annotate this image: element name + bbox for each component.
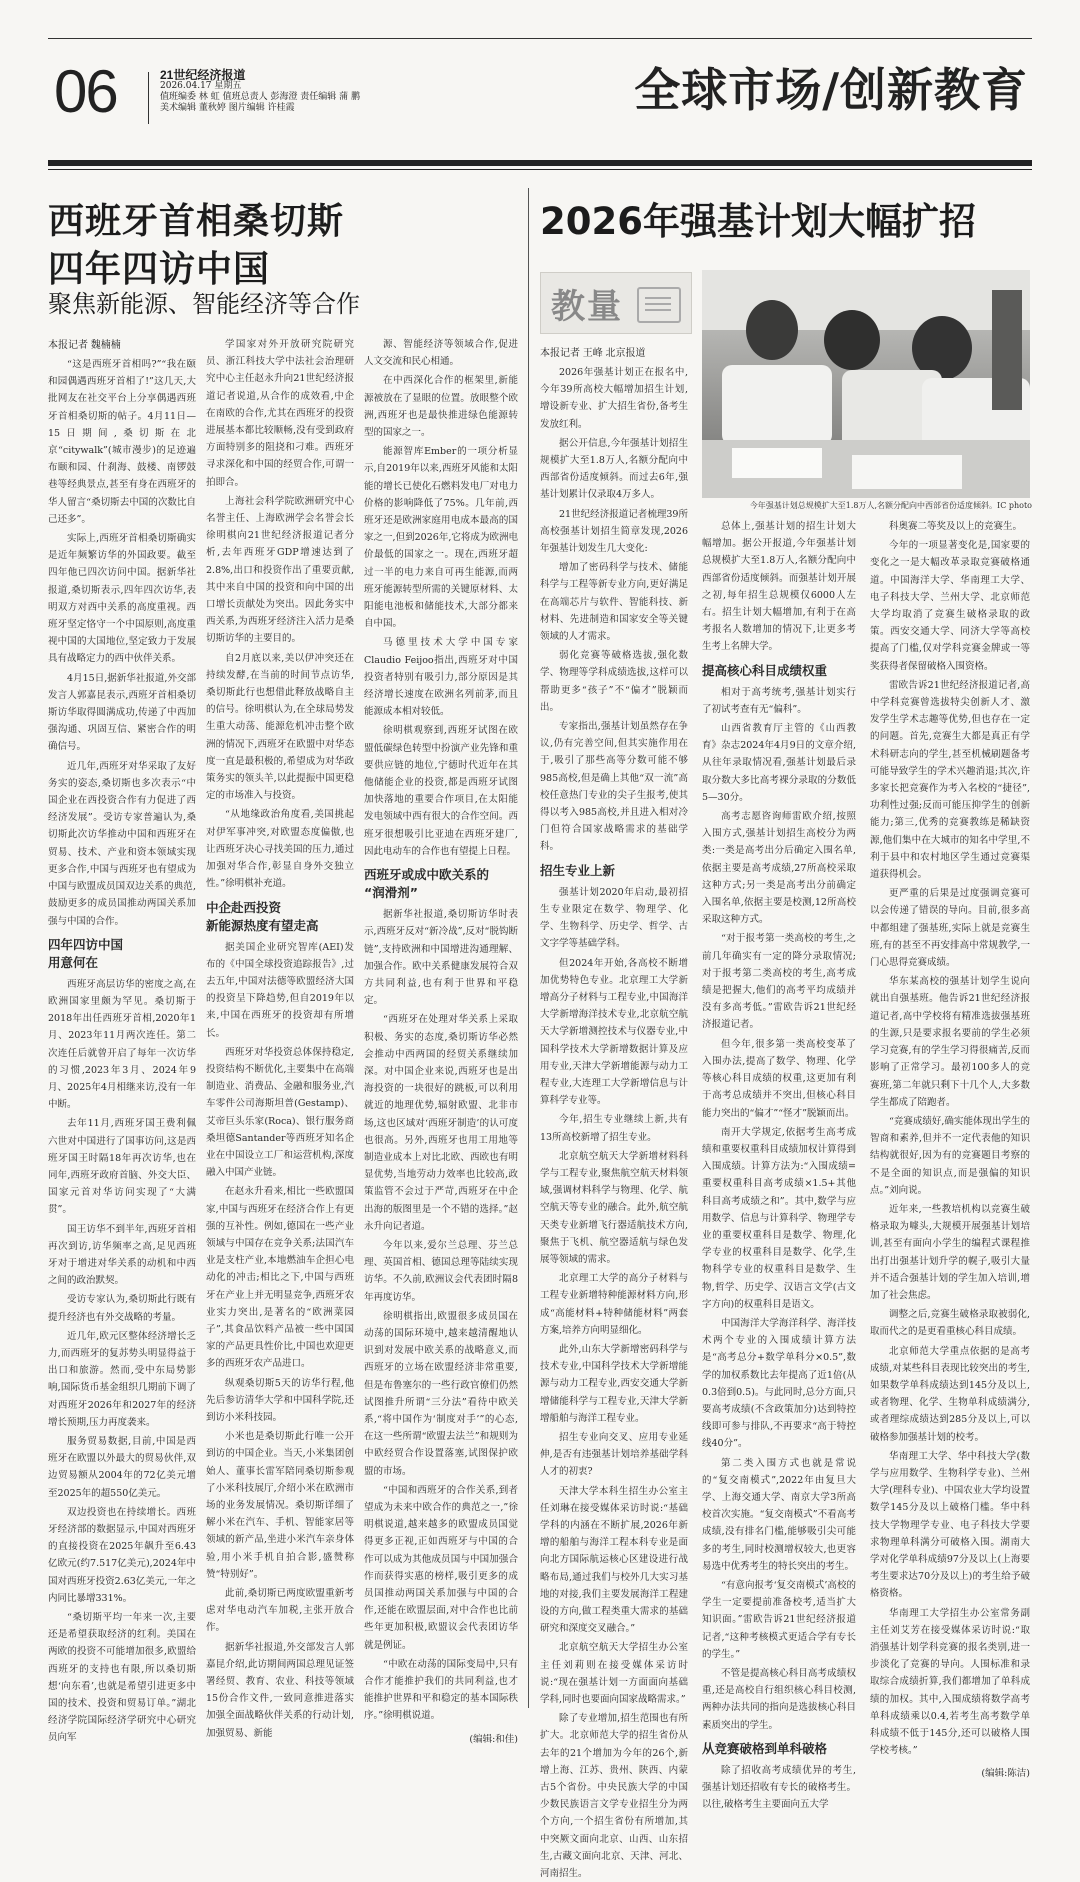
subhead-line: 用意何在 [48,954,99,970]
paragraph: 北京师范大学重点依据的是高考成绩,对某些科目表现比较突出的考生,如果数学单科成绩达到145分及以上,或者物理、化学、生物单科成绩满分,或者理综成绩达到285分及以上,可以破格参加强基计划的校考。 [870,1345,1030,1443]
left-col-2 [206,336,354,1739]
subhead [206,899,354,935]
column-badge-text: 教量 [551,287,623,327]
paragraph: “从地缘政治角度看,美国挑起对伊军事冲突,对欧盟态度偏傲,也让西班牙决心寻找美国的压力,通过加强对华合作,彰显自身外交独立性。”徐明棋补充道。 [206,809,354,890]
paragraph: 除了招收高考成绩优异的考生,强基计划还招收有专长的破格考生。以往,破格考生主要面向五大学 [702,1764,856,1811]
paragraph: 去年11月,西班牙国王费利佩六世对中国进行了国事访问,这是西班牙国王时隔18年再次访华,也在同年,西班牙政府首脑、外交大臣、国家元首对华访问实现了“大满贯”。 [48,1118,196,1216]
subhead: 招生专业上新 [540,862,616,878]
subhead-line: 四年四访中国 [48,936,124,952]
right-headline: 2026年强基计划大幅扩招 [540,200,976,243]
right-col-3 [870,518,1030,1780]
paragraph: 受访专家认为,桑切斯此行既有提升经济也有外交战略的考量。 [48,1294,196,1323]
paragraph: 实际上,西班牙首相桑切斯确实是近年频繁访华的外国政要。截至四年他已四次访问中国。据新华社报道,桑切斯表示,四年四次访华,表明双方对西中关系的高度重视。西班牙坚定恪守一个中国原则,高度重视中国的大国地位,坚定致力于发展具有战略定力的西中伙伴关系。 [48,533,196,665]
paragraph: 马德里技术大学中国专家Claudio Feijoo指出,西班牙对中国投资者特别有吸引力,部分原因是其经济增长速度在欧洲名列前茅,而且能源成本相对较低。 [364,637,518,718]
paragraph: 华南理工大学、华中科技大学(数学与应用数学、生物科学专业)、兰州大学(理科专业)、中国农业大学均设置数学145分及以上破格门槛。华中科技大学物理学专业、电子科技大学要求物理单科满分可破格入围。湖南大学对化学单科成绩97分及以上(上海要考生要求达70分及以上)的考生给予破格资格。 [870,1450,1030,1600]
paragraph: 今年的一项显著变化是,国家要的变化之一是大幅改革录取竞赛破格通道。中国海洋大学、华南理工大学、电子科技大学、兰州大学、北京师范大学均取消了竞赛生破格录取的政策。西安交通大学、同济大学等高校提高了门槛,仅对学科竞赛金牌或一等奖获得者保留破格入围资格。 [870,540,1030,672]
paragraph: 高考志愿咨询师雷欧介绍,按照入围方式,强基计划招生高校分为两类:一类是高考出分后确定入围名单,依据主要是高考成绩,27所高校采取这种方式;另一类是高考出分前确定入围名单,依据主要是校测,12所高校采取这种方式。 [702,811,856,926]
paragraph: 据新华社报道,桑切斯访华时表示,西班牙反对“新冷战”,反对“脱钩断链”,支持欧洲和中国增进沟通理解、加强合作。欧中关系健康发展符合双方共同利益,也有利于世界和平稳定。 [364,909,518,1007]
paragraph: 源、智能经济等领域合作,促进人文交流和民心相通。 [364,339,518,368]
news-photo [702,270,1030,498]
section-title: 全球市场/创新教育 [634,63,1028,117]
paragraph: 据新华社报道,外交部发言人郭嘉昆介绍,此访期间两国总理见证签署经贸、教育、农业、科技等领域15份合作文件,一致同意推进落实加强全面战略伙伴关系的行动计划,加强贸易、新能 [206,1641,354,1739]
paragraph: 在中西深化合作的框架里,新能源被放在了显眼的位置。放眼整个欧洲,西班牙也是最快推进绿色能源转型的国家之一。 [364,375,518,439]
paragraph: 华东某高校的强基计划学生说向就出自强基班。他告诉21世纪经济报道记者,高中学校将有精准选拔强基班的生源,只是要求报名要前的学生必须学习竞赛,有的学生学习得很痛苦,反而影响了正常学习。最初100多人的竞赛班,第二年就只剩下十几个人,大多数学生都成了陪跑者。 [870,976,1030,1108]
right-byline: 本报记者 王峰 北京报道 [540,348,646,359]
paragraph: 除了专业增加,招生范围也有所扩大。北京师范大学的招生省份从去年的21个增加为今年的26个,新增上海、江苏、贵州、陕西、内蒙古5个省份。中央民族大学的中国少数民族语言文学专业招生分为两个方向,一个招生省份有所增加,其中突厥文面向北京、山西、山东招生,古藏文面向北京、天津、河北、河南招生。 [540,1713,688,1880]
paragraph: 近几年,西班牙对华采取了友好务实的姿态,桑切斯也多次表示“中国企业在西投资合作有力促进了西经济发展”。受访专家普遍认为,桑切斯此次访华推动中国和西班牙在贸易、技术、产业和资本领域实现更多合作,中国与西班牙也有望成为中国与欧盟成员国双边关系的典范,鼓励更多的成员国推动两国关系加强与中国的合作。 [48,760,196,927]
paragraph: “竞赛成绩好,确实能体现出学生的智商和素养,但并不一定代表他的知识结构就很好,因为有的竞赛题目考察的不是全面的知识点,而是强偏的知识点。”刘向说。 [870,1115,1030,1196]
paragraph: 今年以来,爱尔兰总理、芬兰总理、英国首相、德国总理等陆续实现访华。不久前,欧洲议会代表团时隔8年再度访华。 [364,1239,518,1303]
top-rule [48,38,1032,39]
subhead [364,866,518,902]
left-subheadline: 聚焦新能源、智能经济等合作 [48,290,360,318]
paragraph: 今年,招生专业继续上新,共有13所高校新增了招生专业。 [540,1114,688,1143]
paragraph: 西班牙高层访华的密度之高,在欧洲国家里颇为罕见。桑切斯于2018年出任西班牙首相,2020年1月、2023年11月两次连任。第二次连任后就曾开启了每年一次访华的习惯,2023年3月、2024年9月、2025年4月相继来访,没有一年中断。 [48,978,196,1111]
paragraph: “有意向报考‘复交南模式’高校的学生一定要提前准备校考,适当扩大知识面。”雷欧告诉21世纪经济报道记者,“这种考核模式更适合学有专长的学生。” [702,1579,856,1660]
paragraph: 但今年,很多第一类高校变革了入围办法,提高了数学、物理、化学等核心科目成绩的权重,这更加有利于高考总成绩并不突出,但核心科目能力突出的“偏才”“怪才”脱颖而出。 [702,1038,856,1119]
paragraph: 山西省教育厅主管的《山西教育》杂志2024年4月9日的文章介绍,从往年录取情况看,强基计划最后录取分数大多比高考裸分录取的分数低5—30分。 [702,723,856,803]
column-badge [540,272,692,334]
masthead [160,70,380,114]
subhead [48,936,196,972]
subhead-line: “润滑剂” [364,885,418,901]
paragraph: “中欧在动荡的国际变局中,只有合作才能推护我们的共同利益,也才能推护世界和平和稳定的基本国际秩序。”徐明棋说道。 [364,1658,518,1722]
paragraph: 近几年,欧元区整体经济增长乏力,而西班牙的复苏势头明显得益于出口和旅游。然而,受中东局势影响,国际货币基金组织几期前下调了对西班牙2026年和2027年的经济增长预期,压力再度袭来。 [48,1330,196,1428]
photo-caption: 今年强基计划总规模扩大至1.8万人,名额分配向中西部省份适度倾斜。IC photo [749,501,1032,510]
subhead: 从竞赛破格到单科破格 [702,1740,828,1756]
story-divider [528,188,529,1708]
paragraph: 不管是提高核心科目高考成绩权重,还是高校自行组织核心科目校测,两种办法共同的指向是选拔核心科目素质突出的学生。 [702,1668,856,1731]
paragraph: 相对于高考统考,强基计划实行了初试考查有无“偏科”。 [702,686,856,715]
paragraph: 北京航空航天大学招生办公室主任刘莉则在接受媒体采访时说:“现在强基计划一方面面向基础学科,同时也要面向国家战略需求。” [540,1642,688,1706]
left-headline [48,198,518,294]
paragraph: 北京理工大学的高分子材料与工程专业新增特种能源材料方向,形成“高能材料+特种储能材料”两套方案,培养方向明显细化。 [540,1273,688,1336]
paragraph: “西班牙在处理对华关系上采取积极、务实的态度,桑切斯访华必然会推动中西两国的经贸关系继续加深。对中国企业来说,西班牙也是出海投资的一块很好的跳板,可以利用就近的地理优势,辐射欧盟、北非市场,这也区域对‘西班牙制造’的认可度也很高。另外,西班牙也用工用地等制造业成本上对比北欧、西欧也有明显优势,当地劳动力效率也比较高,政策监管不会过于严苛,西班牙在中企出海的版图里是一个不错的选择。”赵永升向记者道。 [364,1014,518,1232]
paragraph: 天津大学本科生招生办公室主任刘琳在接受媒体采访时说:“基础学科的内涵在不断扩展,2026年新增的船舶与海洋工程本科专业是面向北方国际航运核心区建设进行战略布局,通过我们与校外几大实习基地的对接,我们主要发展海洋工程建设的方向,做工程类重大需求的基础研究和深度交叉融合。” [540,1485,688,1635]
paragraph: 弱化竞赛等破格选拔,强化数学、物理等学科成绩选拔,这样可以帮助更多“孩子”不“偏才”脱颖而出。 [540,650,688,713]
paragraph: 徐明棋观察到,西班牙试图在欧盟低碳绿色转型中扮演产业先锋和重要供应链的地位,宁德时代近年在其他储能企业的投资,都是西班牙试图加快落地的重要合作项目,在太阳能发电领域中西有很大的合作空间。西班牙很想吸引比亚迪在西班牙建厂,因此电动车的合作也有望提上日程。 [364,725,518,857]
paragraph: 中国海洋大学海洋科学、海洋技术两个专业的入围成绩计算方法是“高考总分+数学单科分×0.5”,数学的加权系数比去年提高了近1倍(从0.3倍到0.5)。与此同时,总分方面,只要高考成绩(不含政策加分)达到特控线即可参与排队,不再要求“高于特控线40分”。 [702,1317,856,1450]
paragraph: 招生专业向交叉、应用专业延伸,是否有违强基计划培养基础学科人才的初衷? [540,1431,688,1478]
students-photo-illustration [702,270,1030,498]
paragraph: “对于报考第一类高校的考生,之前几年确实有一定的降分录取情况;对于报考第二类高校的考生,高考成绩是把握大,他们的高考平均成绩并没有多高考低。”雷欧告诉21世纪经济报道记者。 [702,933,856,1031]
date-line: 2026.04.17 星期五 [160,81,242,91]
paragraph: 专家指出,强基计划虽然存在争议,仍有完善空间,但其实施作用在于,吸引了那些高等分数可能不够985高校,但是确上其他“双一流”高校任意热门专业的尖子生报考,使其得以考入985高校,并且进入相对冷门但符合国家战略需求的基础学科。 [540,721,688,853]
paragraph: 在赵永升看来,相比一些欧盟国家,中国与西班牙在经济合作上有更强的互补性。例如,德国在一些产业领域与中国存在竞争关系;法国汽车业是支柱产业,本地燃油车企担心电动化的冲击;相比之下,中国与西班牙在产业上并无明显竞争,西班牙农业实力突出,是著名的“欧洲菜园子”,其食品饮料产品被一些中国国家的产品更具性价比,中国也欢迎更多的西班牙农产品进口。 [206,1186,354,1370]
header-rule-thick [48,160,1032,166]
paragraph: 能源智库Ember的一项分析显示,自2019年以来,西班牙风能和太阳能的增长已使化石燃料发电厂对电力价格的影响降低了75%。几年前,西班牙还是欧洲家庭用电成本最高的国家之一,但到2026年,它将成为欧洲电价最低的国家之一。现在,西班牙超过一半的电力来自可再生能源,而两班牙能源转型所需的关键原材料、太阳能电池板和储能技术,大部分都来自中国。 [364,446,518,630]
paragraph: 调整之后,竞赛生破格录取被弱化,取而代之的是更看重核心科目成绩。 [870,1309,1030,1338]
paragraph: 国王访华不到半年,西班牙首相再次到访,访华频率之高,足见西班牙对于增进对华关系的动机和中西之间的政治默契。 [48,1223,196,1287]
editors-line-1: 值班编委 林 虹 值班总责人 彭海澄 责任编辑 蒲 鹏 [160,92,361,102]
paragraph: 雷欧告诉21世纪经济报道记者,高中学科竞赛曾选拔特尖创新人才、激发学生学术志趣等优势,但也存在一定的问题。首先,竞赛生大都是真正有学术科研志向的学生,甚至机械刷题备考可能导致学生的学术兴趣消退;其次,许多家长把竞赛作为考入名校的“捷径”,功利性过强;反而可能压抑学生的创新能力;第三,优秀的竞赛教练是稀缺资源,他们集中在大城市的知名中学里,不利于县中和农村地区学生通过竞赛渠道获得机会。 [870,679,1030,881]
paragraph: 此外,山东大学新增密码科学与技术专业,中国科学技术大学新增能源与动力工程专业,西安交通大学新增储能科学与工程专业,天津大学新增船舶与海洋工程专业。 [540,1343,688,1424]
paragraph: 总体上,强基计划的招生计划大幅增加。据公开报道,今年强基计划总规模扩大至1.8万人,名额分配向中西部省份适度倾斜。而强基计划开展之初,每年招生总规模仅6000人左右。招生计划大幅增加,有利于在高考报名人数增加的情况下,让更多考生考上名牌大学。 [702,521,856,653]
paragraph: 但2024年开始,各高校不断增加优势特色专业。北京理工大学新增高分子材料与工程专业,中国海洋大学新增海洋技术专业,北京航空航天大学新增测控技术与仪器专业,中国科学技术大学新增数据计算及应用专业,天津大学新增能源与动力工程专业,大连理工大学新增信息与计算科学专业等。 [540,957,688,1107]
paragraph: 21世纪经济报道记者梳理39所高校强基计划招生简章发现,2026年强基计划发生几大变化: [540,508,688,555]
left-col-3 [364,336,518,1745]
left-headline-line1: 西班牙首相桑切斯 [48,201,345,242]
page-number: 06 [54,58,117,125]
paragraph: 南开大学规定,依据考生高考成绩和重要权重科目成绩加权计算得到入围成绩。计算方法为:“入围成绩=重要权重科目高考成绩×1.5+其他科目高考成绩之和”。其中,数学与应用数学、信息与计算科学、物理学专业的重要权重科目是数学、物理,化学专业的权重科目是数学、化学,生物科学专业的权重科目是数学、生物,哲学、历史学、汉语言文学(古文字方向)的权重科目是语文。 [702,1126,856,1310]
paragraph: 上海社会科学院欧洲研究中心名誉主任、上海欧洲学会名誉会长徐明棋向21世纪经济报道记者分析,去年西班牙GDP增速达到了2.8%,出口和投资作出了重要贡献,其中来自中国的投资和向中国的出口增长贡献处为突出。因此务实中西关系,为西班牙经济注入活力是桑切斯访华的主要目的。 [206,495,354,645]
subhead: 提高核心科目成绩权重 [702,662,828,678]
paragraph: 强基计划2020年启动,最初招生专业限定在数学、物理学、化学、生物科学、历史学、哲学、古文字学等基础学科。 [540,886,688,950]
paragraph: “中国和西班牙的合作关系,到者望成为未来中欧合作的典范之一,”徐明棋说道,越来越多的欧盟成员国觉得更多正视,正如西班牙与中国的合作可以成为其他成员国与中国加强合作而获得实惠的榜样,吸引更多的成员国推动两国关系加强与中国的合作,还能在欧盟层面,对中合作也比前些年更加积极,欧盟议会代表团访华就是例证。 [364,1484,518,1651]
paragraph: 2026年强基计划正在报名中,今年39所高校大幅增加招生计划,增设新专业、扩大招生省份,备考生发放红利。 [540,367,688,430]
paragraph: 北京航空航天大学新增材料科学与工程专业,聚焦航空航天材料领域,强调材料科学与物理、化学、航空航天等专业的融合。此外,航空航天类专业新增飞行器适航技术方向,聚焦于飞机、航空器适航与绿色发展等领域的需求。 [540,1150,688,1265]
paragraph: 第二类入围方式也就是常说的“复交南模式”,2022年由复旦大学、上海交通大学、南京大学3所高校首次实施。“复交南模式”不看高考成绩,没有排名门槛,能够吸引尖可能多的考生,同时校测增权较大,也更容易选中优秀考生的特长突出的考生。 [702,1457,856,1572]
paragraph: 增加了密码科学与技术、储能科学与工程等新专业方向,更好满足在高端芯片与软件、智能科技、新材料、先进制造和国家安全等关键领域的人才需求。 [540,562,688,643]
paragraph: 4月15日,据新华社报道,外交部发言人郭嘉昆表示,西班牙首相桑切斯访华取得圆满成功,传递了中西加强沟通、巩固互信、紧密合作的明确信号。 [48,672,196,753]
right-col-1 [540,364,688,1880]
editors-line-2: 美术编辑 董秋婷 图片编辑 许桂霞 [160,103,295,113]
paragraph: 服务贸易数据,目前,中国是西班牙在欧盟以外最大的贸易伙伴,双边贸易额从2004年的72亿美元增至2025年的超550亿美元。 [48,1435,196,1499]
editor-credit: (编辑:陈洁) [981,1768,1030,1780]
paragraph: 纵观桑切斯5天的访华行程,他先后参访清华大学和中国科学院,还到访小米科技园。 [206,1377,354,1423]
paragraph: 徐明棋指出,欧盟很多成员国在动荡的国际环境中,越来越清醒地认识到对发展中欧关系的战略意义,而西班牙的立场在欧盟经济非常重要,但是布鲁塞尔的一些行政官僚们仍然试图推升所谓“三分法”看待中欧关系,“将中国作为‘制度对手’”的心态,在这一些所谓“欧盟去法兰”和规则为中欧经贸合作设置落塞,试图保护欧盟的市场。 [364,1310,518,1477]
paper-name: 21世纪经济报道 [160,68,246,82]
paragraph: 据美国企业研究智库(AEI)发布的《中国全球投资追踪报告》,过去五年,中国对法德等欧盟经济大国的投资呈下降趋势,但自2019年以来,中国在西班牙的投资却有所增长。 [206,941,354,1039]
paragraph: 近年来,一些教培机构以竞赛生破格录取为噱头,大规模开展强基计划培训,甚至有面向小学生的编程式课程推出打出强基计划升学的幌子,吸引大量并不适合强基计划的学生加入培训,增加了社会焦虑。 [870,1203,1030,1301]
paragraph: 小米也是桑切斯此行唯一公开到访的中国企业。当天,小米集团创始人、董事长雷军陪同桑切斯参观了小米科技展厅,介绍小米在欧洲市场的业务发展情况。桑切斯详细了解小米在汽车、手机、智能家居等领域的新产品,坐进小米汽车亲身体验,用小米手机自拍合影,盛赞称赞“特别好”。 [206,1431,354,1580]
subhead-line: 西班牙或成中欧关系的 [364,867,490,883]
paragraph: 双边投资也在持续增长。西班牙经济部的数据显示,中国对西班牙的直接投资在2025年飙升至6.43亿欧元(约7.517亿美元),2024年中国对西班牙投资2.63亿美元,一年之内同比暴增331%。 [48,1506,196,1604]
subhead-line: 新能源热度有望走高 [206,917,319,933]
paragraph: 更严重的后果是过度强调竞赛可以会传递了错误的导向。目前,很多高中都组建了强基班,实际上就是竞赛生班,有的甚至不再安排高中常规教学,一门心思得竞赛成绩。 [870,888,1030,969]
paragraph: 科奥赛二等奖及以上的竞赛生。 [889,521,1023,532]
header-divider [148,72,149,124]
subhead-line: 中企赴西投资 [206,899,282,915]
paragraph: “这是西班牙首相吗?”“我在颐和园偶遇西班牙首相了!”这几天,大批网友在社交平台上分享偶遇西班牙首相桑切斯的帖子。4月11日—15日期间,桑切斯在北京“citywalk”(城市漫步)的足迹遍布颐和园、什刹海、鼓楼、南锣鼓巷等经典景点,甚至有身在西班牙的华人留言“桑切斯去中国的次数比自己还多”。 [48,359,196,525]
header-rule-thin [48,169,1032,170]
paragraph: 华南理工大学招生办公室常务副主任刘艾芳在接受媒体采访时说:“取消强基计划学科竞赛的报名类别,进一步淡化了竞赛的导向。人围标准和录取综合成绩折算,我们都增加了单科成绩的加权。其中,入围成绩将数学高考单科成绩乘以0.4,若考生高考数学单科成绩不低于145分,还可以破格人围学校考核。” [870,1607,1030,1757]
editor-credit: (编辑:和佳) [469,1733,518,1745]
paragraph: 据公开信息,今年强基计划招生规模扩大至1.8万人,名额分配向中西部省份适度倾斜。而过去6年,强基计划累计仅录取4万多人。 [540,437,688,501]
right-col-2 [702,518,856,1811]
paragraph: 西班牙对华投资总体保持稳定,投资结构不断优化,主要集中在高端制造业、消费品、金融和服务业,汽车零件公司海斯坦普(Gestamp)、艾帝巨头乐家(Roca)、银行服务商桑坦德Santander等西班牙知名企业在中国设立工厂和运营机构,深度融入中国产业链。 [206,1046,354,1179]
paragraph: 自2月底以来,美以伊冲突还在持续发酵,在当前的时间节点访华,桑切斯此行也想借此释放战略自主的信号。徐明棋认为,在全球局势发生重大动荡、能源危机冲击整个欧洲的情况下,西班牙在欧盟中对华态度一直是最积极的,希望成为对华政策务实的领头羊,以此提振中国更稳定的市场准入与投资。 [206,652,354,802]
paragraph: “桑切斯平均一年来一次,主要还是希望获取经济的红利。美国在两欧的投资不可能增加很多,欧盟给西班牙的支持也有限,所以桑切斯想‘向东看’,也就是希望引进更多中国的技术、投资和贸易订单。”湖北经济学院国际经济学研究中心研究员向军 [48,1612,196,1744]
left-col-1 [48,356,196,1744]
left-headline-line2: 四年四访中国 [48,249,271,290]
blackboard-icon [637,287,681,323]
left-byline: 本报记者 魏楠楠 [48,340,121,351]
paragraph: 此前,桑切斯已两度欧盟重新考虑对华电动汽车加税,主张开放合作。 [206,1588,354,1634]
paragraph: 学国家对外开放研究院研究员、浙江科技大学中法社会治理研究中心主任赵永升向21世纪经济报道记者说道,从合作的成效看,中企在南欧的合作,尤其在西班牙的投资进展基本都比较顺畅,没有受到政府方面特别多的阻挠和刁难。西班牙寻求深化和中国的经贸合作,可谓一拍即合。 [206,339,354,488]
